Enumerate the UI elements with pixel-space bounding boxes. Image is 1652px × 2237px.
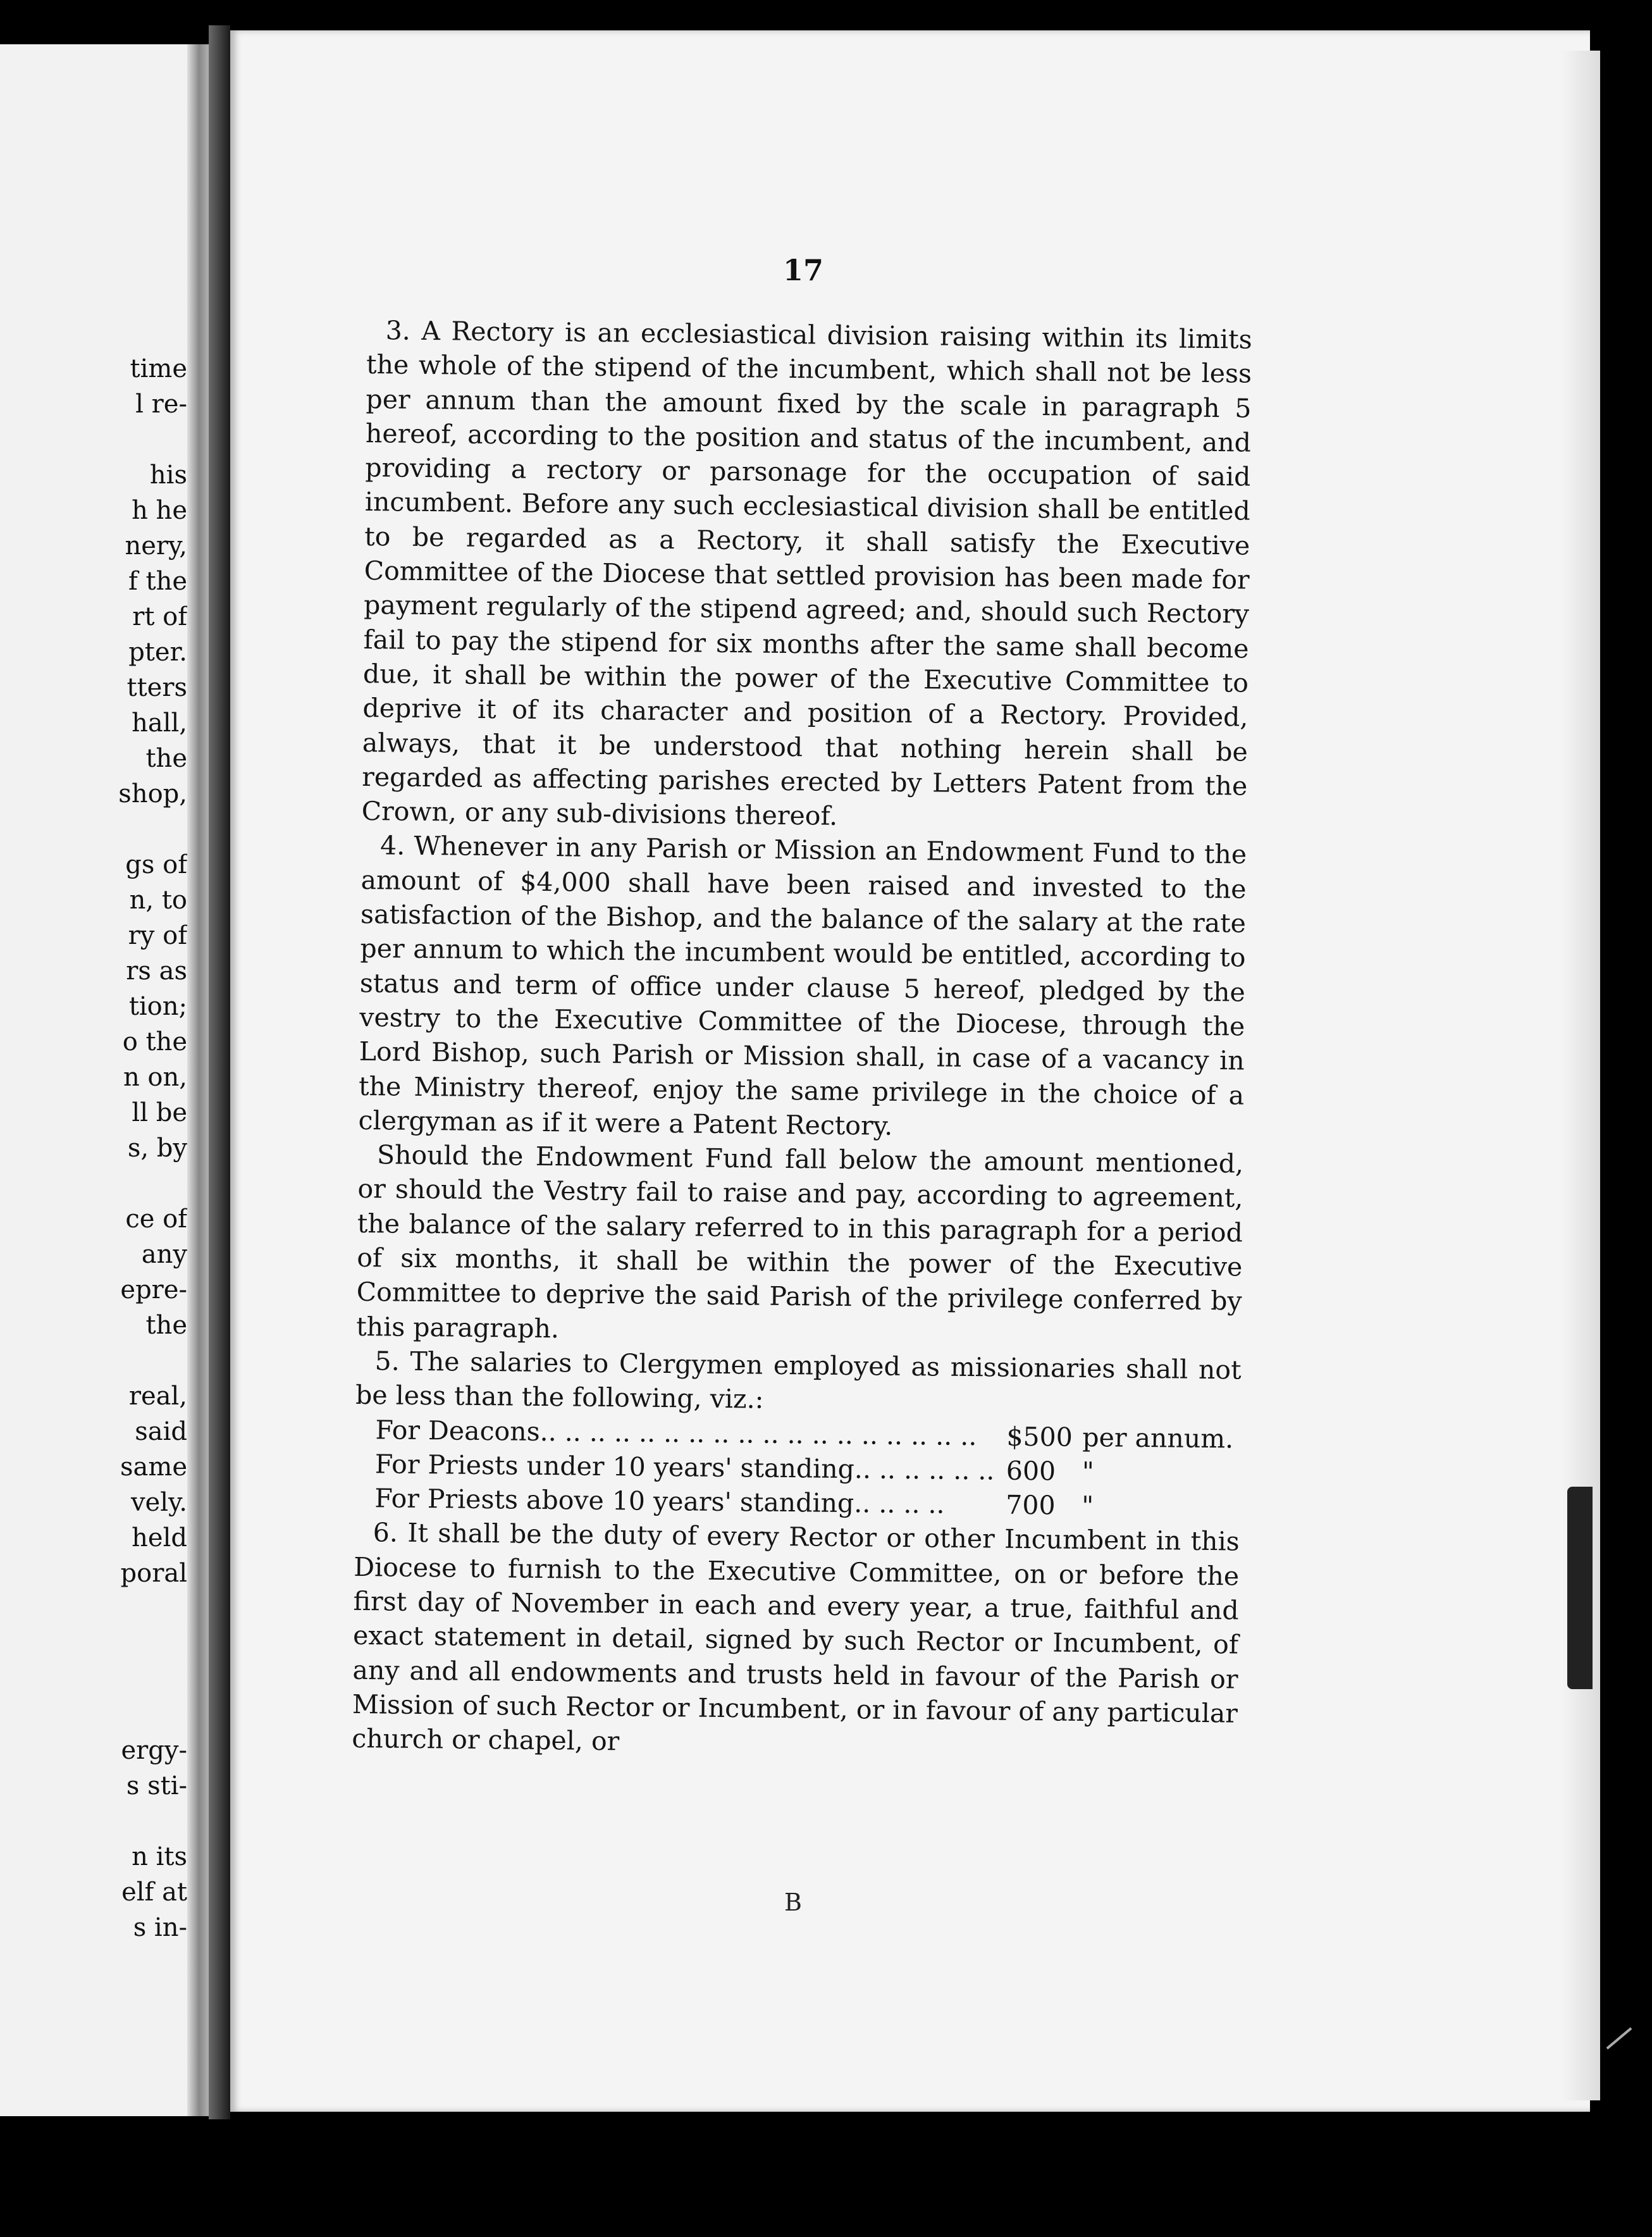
left-page-fragment-line: any [141,1240,187,1269]
page-body-text [352,313,1252,1765]
paragraph-4: 4. Whenever in any Parish or Mission an Endowment Fund to the amount of $4,000 shall have been raised and invested to the satisfaction of the Bishop, and the balance of the salary at the rate per annum to which the incumbent would be entitled, according to status and term of office under clause 5 hereof, pledged by the vestry to the Executive Committee of the Diocese, through the Lord Bishop, such Parish or Mission shall, in case of a vacancy in the Ministry thereof, enjoy the same privilege in the choice of a clergyman as if it were a Patent Rectory. [358,830,1247,1141]
left-page-fragment-line: rs as [126,957,187,986]
left-page-fragment-line: ergy- [121,1736,187,1765]
left-page-fragment-line: l re- [135,390,187,419]
salary-row-label: For Priests above 10 years' standing.. .. .. .. [374,1483,945,1520]
left-page-fragment-line: nery, [125,531,187,561]
left-page-fragment-line [0,1343,187,1379]
left-page-fragment-line: real, [128,1382,187,1411]
salary-table [354,1412,1241,1525]
left-page-fragment-line: n, to [129,886,187,915]
left-page-fragment-line: s sti- [126,1771,187,1800]
left-page-fragment-line: ry of [128,921,187,950]
book-gutter [209,25,230,2119]
paragraph-6: 6. It shall be the duty of every Rector or other Incumbent in this Diocese to furnish to the Executive Committee, on or before the first day of November in each and every year, a true, faithful and exact statement in detail, signed by such Rector or Incumbent, of any and all endowments and trusts held in favour of the Parish or Mission of such Rector or Incumbent, or in favour of any particular church or chapel, or [352,1517,1240,1757]
page-edge [1562,51,1600,2100]
scan-mark [1606,2027,1632,2049]
left-page-fragment-line: poral [120,1559,187,1588]
paragraph-4-continued: Should the Endowment Fund fall below the amount mentioned, or should the Vestry fail to raise and pay, according to agreement, the balance of the salary referred to in this paragraph for a period of six months, it shall be within the power of the Executive Committee to deprive the said Parish of the privilege conferred by this paragraph. [355,1139,1244,1344]
left-page-fragment-line: tion; [128,992,187,1021]
left-page-fragment-line: his [149,461,187,490]
salary-row-label: For Priests under 10 years' standing.. .. .. .. .. .. [374,1449,995,1486]
left-page-fragment-line: pter. [128,638,187,667]
paragraph-5: 5. The salaries to Clergymen employed as missionaries shall not be less than the following, viz.: [355,1346,1242,1415]
page-number: 17 [782,253,823,287]
left-page-fragment-line: n its [132,1842,187,1871]
left-page-fragment-line: gs of [125,850,187,879]
left-page-fragment-line [0,1697,187,1733]
left-page-fragment-line: epre- [120,1275,187,1304]
left-page-fragment-line [0,1662,187,1697]
left-page-fragment-line: hall, [132,709,187,738]
left-page-fragment-line: shop, [118,779,187,809]
left-page-fragment-line: s, by [127,1134,187,1163]
salary-row-amount: 600 [1006,1455,1056,1487]
left-page-fragment-line: f the [128,567,187,596]
left-page-fragment-line: s in- [133,1913,187,1942]
left-page-fragment-line: elf at [121,1878,187,1907]
salary-row-amount: 700 [1006,1489,1056,1521]
left-page [0,44,209,2116]
left-page-fragment-line [0,1627,187,1662]
left-page-fragment-line: ce of [125,1205,187,1234]
left-page-fragment-line: the [145,1311,187,1340]
left-page-fragment-line [0,1804,187,1839]
left-page-fragment-line: n on, [123,1063,187,1092]
salary-row-period: " [1082,1490,1094,1521]
signature-mark: B [784,1888,802,1916]
left-page-fragment-line [0,1591,187,1627]
left-page-text-fragments [0,351,187,1945]
salary-row-amount: $500 [1006,1421,1073,1453]
paragraph-3: 3. A Rectory is an ecclesiastical division raising within its limits the whole of the stipend of the incumbent, which shall not be less per annum than the amount fixed by the scale in paragraph 5 hereof, according to the position and status of the incumbent, and providing a rectory or parsonage for the occupation of said incumbent. Before any such ecclesiastical division shall be entitled to be regarded as a Rectory, it shall satisfy the Executive Committee of the Diocese that settled provision has been made for payment regularly of the stipend agreed; and, should such Rectory fail to pay the stipend for six months after the same shall become due, it shall be within the power of the Executive Committee to deprive it of its character and position of a Rectory. Provided, always, that it be understood that nothing herein shall be regarded as affecting parishes erected by Letters Patent from the Crown, or any sub-divisions thereof. [361,315,1252,831]
left-page-fragment-line: the [145,744,187,773]
left-page-fragment-line: said [135,1417,187,1446]
left-page-fragment-line: o the [122,1027,187,1057]
salary-row-period: " [1082,1456,1095,1487]
left-page-fragment-line: ll be [132,1098,187,1127]
left-page-fragment-line: rt of [132,602,187,631]
left-page-fragment-line: vely. [130,1488,187,1517]
salary-row-label: For Deacons.. .. .. .. .. .. .. .. .. .. .. .. .. .. .. .. .. .. [375,1414,977,1451]
left-page-fragment-line: same [120,1453,187,1482]
left-page-fragment-line [0,1166,187,1201]
left-page-fragment-line: tters [126,673,187,702]
left-page-fragment-line [0,422,187,457]
page-edge-tab [1567,1487,1593,1689]
left-page-fragment-line: h he [132,496,187,525]
left-page-fragment-line [0,812,187,847]
left-page-fragment-line: time [130,354,187,383]
salary-row-period: per annum. [1082,1422,1234,1454]
left-page-fragment-line: held [132,1523,187,1552]
